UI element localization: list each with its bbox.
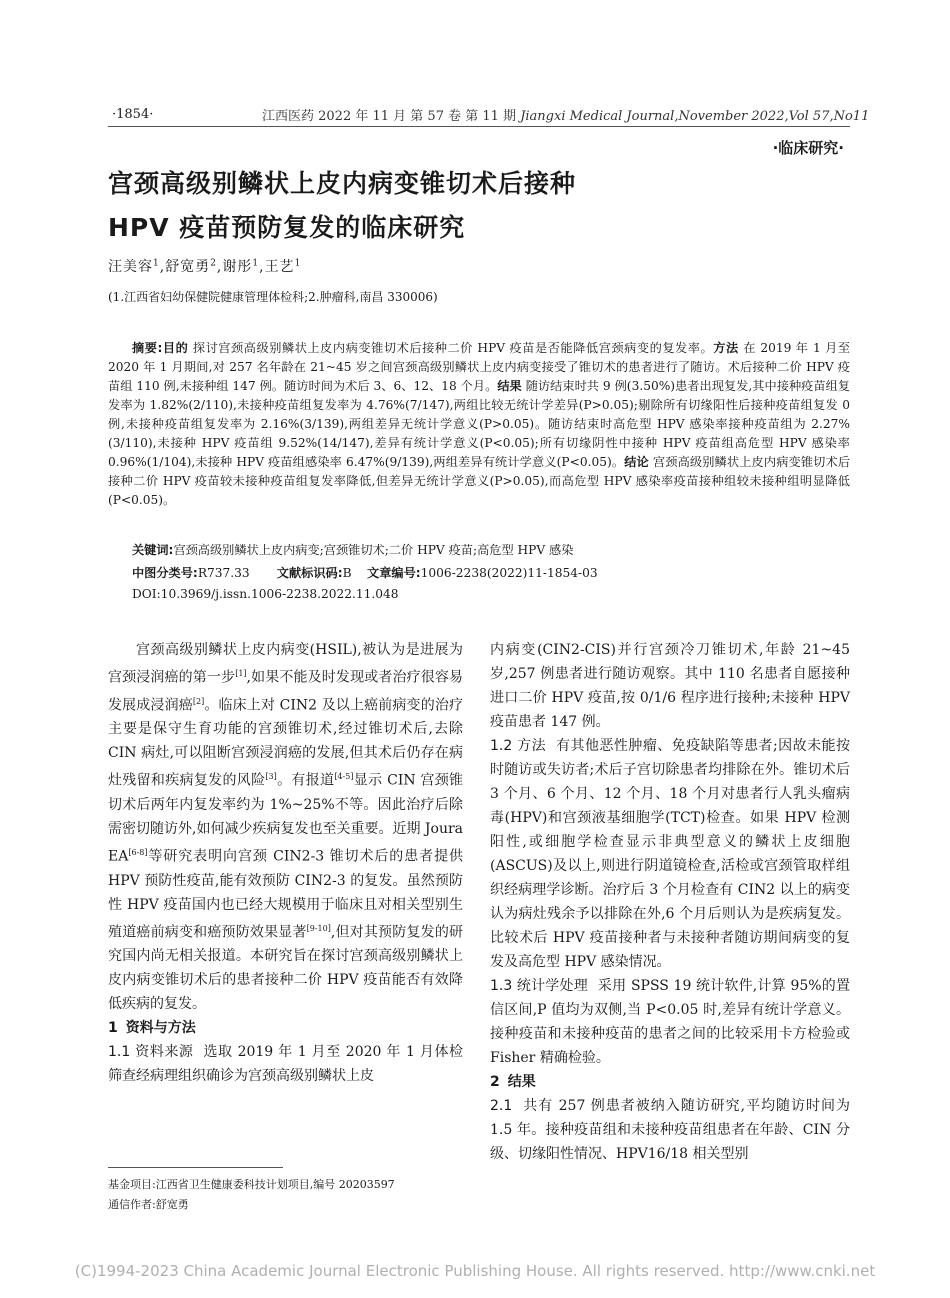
abstract-label: 摘要:: [132, 341, 163, 355]
conclusion-label: 结论: [624, 455, 649, 469]
subsection-1-1-continued: 内病变(CIN2-CIS)并行宫颈冷刀锥切术,年龄 21~45 岁,257 例患者进行随访观察。其中 110 名患者自愿接种进口二价 HPV 疫苗,按 0/1/6 程序进行接种;未接种 HPV 疫苗患者 147 例。: [490, 642, 850, 730]
abstract-methods: 在 2019 年 1 月至 2020 年 1 月期间,对 257 名年龄在 21~45 岁之间宫颈高级别鳞状上皮内病变接受了锥切术的患者进行了随访。术后接种二价 HPV 疫苗组 110 例,未接种组 147 例。随访时间为术后 3、6、12、18 个月。: [108, 341, 851, 393]
corresponding-author-footnote: 通信作者:舒宽勇: [108, 1198, 189, 1211]
author-name: 王艺: [264, 259, 295, 275]
author-list: 汪美容$^1$,舒宽勇$^2$,谢彤$^1$,王艺$^1$: [108, 258, 302, 275]
body-column-right: [490, 638, 850, 1166]
abstract-conclusion: 宫颈高级别鳞状上皮内病变锥切术后接种二价 HPV 疫苗较未接种疫苗组复发率降低,但差异无统计学意义(P>0.05),而高危型 HPV 感染率疫苗接种组较未接种组明显降低(P<0.05)。: [108, 455, 851, 507]
doc-code-label: 文献标识码:: [276, 566, 343, 580]
intro-text: ,但对其预防复发的研究国内尚无相关报道。本研究旨在探讨宫颈高级别鳞状上皮内病变锥切术后的患者接种二价 HPV 疫苗能否有效降低疾病的复发。: [108, 924, 464, 1013]
intro-text: 宫颈高级别鳞状上皮内病变(HSIL),被认为是进展为宫颈浸润癌的第一步: [108, 642, 463, 686]
abstract-results: 随访结束时共 9 例(3.50%)患者出现复发,其中接种疫苗组复发率为 1.82%(2/110),未接种疫苗组复发率为 4.76%(7/147),两组比较无统计学差异(P>0.05);剔除所有切缘阳性后接种疫苗组复发 0 例,未接种疫苗组复发率为 2.16%(3/139),两组差异无统计学意义(P>0.05)。随访结束时高危型 HPV 感染率接种疫苗组为 2.27%(3/110),未接种 HPV 疫苗组 9.52%(14/147),差异有统计学意义(P<0.05);所有切缘阴性中接种 HPV 疫苗组高危型 HPV 感染率 0.96%(1/104),未接种 HPV 疫苗组感染率 6.47%(9/139),两组差异有统计学意义(P<0.05)。: [108, 379, 851, 469]
section-number: 1: [108, 1020, 118, 1037]
intro-paragraph: [108, 638, 463, 1016]
classification-line: [132, 564, 598, 581]
running-header: [262, 105, 869, 124]
section-number: 2: [490, 1074, 500, 1090]
subsection-label: 2.1: [490, 1098, 513, 1114]
citation: [9-10]: [306, 923, 331, 933]
author-affiliation-mark: 1: [294, 258, 302, 269]
subsection-text: 有其他恶性肿瘤、免疫缺陷等患者;因故未能按时随访或失访者;术后子宫切除患者均排除在外。锥切术后 3 个月、6 个月、12 个月、18 个月对患者行人乳头瘤病毒(HPV)和宫颈液基细胞学(TCT)检查。如果 HPV 检测阳性,或细胞学检查显示非典型意义的鳞状上皮细胞(ASCUS)及以上,则进行阴道镜检查,活检或宫颈管取样组织经病理学诊断。治疗后 3 个月检查有 CIN2 以上的病变认为病灶残余予以排除在外,6 个月后则认为是疾病复发。比较术后 HPV 疫苗接种者与未接种者随访期间病变的复发及高危型 HPV 感染情况。: [490, 738, 850, 970]
intro-text: 。临床上对 CIN2 及以上癌前病变的治疗主要是保守生育功能的宫颈锥切术,经过锥切术后,去除 CIN 病灶,可以阻断宫颈浸润癌的发展,但其术后仍存在病灶残留和疾病复发的风险: [108, 697, 463, 789]
affiliation: (1.江西省妇幼保健院健康管理体检科;2.肿瘤科,南昌 330006): [108, 290, 438, 304]
section-tag: ·临床研究·: [772, 139, 844, 157]
intro-text: 。有报道: [276, 772, 335, 789]
subsection-1-2: [490, 734, 850, 974]
section-title: 结果: [507, 1074, 536, 1090]
keywords-label: 关键词:: [132, 543, 174, 557]
header-rule: [108, 126, 850, 127]
author-name: 谢彤: [222, 259, 253, 275]
article-title-line-1: 宫颈高级别鳞状上皮内病变锥切术后接种: [108, 169, 577, 198]
abstract: [108, 339, 850, 510]
subsection-1-3: [490, 974, 850, 1070]
page-number: ·1854·: [112, 107, 154, 122]
author-affiliation-mark: 1: [252, 258, 260, 269]
doc-code-value: B: [342, 566, 352, 580]
abstract-objective: 探讨宫颈高级别鳞状上皮内病变锥切术后接种二价 HPV 疫苗是否能降低宫颈病变的复发率。: [192, 341, 714, 355]
author-name: 汪美容: [108, 259, 153, 275]
section-title: 资料与方法: [125, 1020, 196, 1037]
author-affiliation-mark: 1: [153, 258, 160, 269]
keywords: 宫颈高级别鳞状上皮内病变;宫颈锥切术;二价 HPV 疫苗;高危型 HPV 感染: [173, 543, 574, 557]
intro-text: ,如果不能及时发现或者治疗很容易发展成浸润癌: [108, 669, 463, 714]
clc-label: 中图分类号:: [132, 566, 198, 580]
article-no-label: 文章编号:: [367, 566, 421, 580]
section-heading-1: [108, 1016, 463, 1040]
section-heading-2: [490, 1070, 850, 1094]
subsection-text: 共有 257 例患者被纳入随访研究,平均随访时间为 1.5 年。接种疫苗组和未接种疫苗组患者在年龄、CIN 分级、切缘阳性情况、HPV16/18 相关型别: [490, 1098, 850, 1162]
citation: [1]: [235, 669, 247, 678]
footnote-rule: [108, 1167, 283, 1168]
citation: [4-5]: [334, 772, 354, 782]
objective-label: 目的: [162, 341, 189, 355]
article-title-line-2: HPV 疫苗预防复发的临床研究: [108, 213, 466, 242]
citation: [2]: [192, 696, 205, 706]
citation: [3]: [265, 772, 277, 782]
subsection-text: 采用 SPSS 19 统计软件,计算 95%的置信区间,P 值均为双侧,当 P<0.05 时,差异有统计学意义。接种疫苗和未接种疫苗的患者之间的比较采用卡方检验或 Fisher 精确检验。: [490, 978, 850, 1066]
doi: DOI:10.3969/j.issn.1006-2238.2022.11.048: [132, 587, 399, 601]
methods-label: 方法: [713, 341, 739, 355]
copyright-watermark: (C)1994-2023 China Academic Journal Electronic Publishing House. All rights reserved. http://www.cnki.net: [74, 1262, 876, 1280]
journal-en: Jiangxi Medical Journal,November 2022,Vol 57,No11: [520, 109, 870, 124]
citation: [6-8]: [128, 847, 148, 857]
subsection-1-1: [108, 1040, 463, 1088]
journal-cn: 江西医药 2022 年 11 月 第 57 卷 第 11 期: [262, 109, 517, 124]
author-affiliation-mark: 2: [210, 258, 217, 269]
author-name: 舒宽勇: [165, 259, 211, 275]
clc-value: R737.33: [197, 566, 250, 580]
body-column-left: [108, 638, 463, 1088]
intro-text: 显示 CIN 宫颈锥切术后两年内复发率约为 1%~25%不等。因此治疗后除需密切随访外,如何减少疾病复发也至关重要。近期 Joura EA: [108, 772, 464, 865]
funding-footnote: 基金项目:江西省卫生健康委科技计划项目,编号 20203597: [108, 1178, 395, 1191]
subsection-label: 1.2 方法: [490, 738, 547, 754]
subsection-2-1: [490, 1094, 850, 1166]
subsection-label: 1.3 统计学处理: [490, 978, 588, 994]
subsection-label: 1.1 资料来源: [108, 1044, 194, 1061]
subsection-text: 选取 2019 年 1 月至 2020 年 1 月体检筛查经病理组织确诊为宫颈高级别鳞状上皮: [108, 1044, 463, 1085]
intro-text: 等研究表明向宫颈 CIN2-3 锥切术后的患者提供 HPV 预防性疫苗,能有效预防 CIN2-3 的复发。虽然预防性 HPV 疫苗国内也已经大规模用于临床且对相关型别生殖道癌前病变和癌预防效果显著: [108, 848, 463, 941]
article-no-value: 1006-2238(2022)11-1854-03: [420, 566, 598, 580]
keywords-line: [132, 541, 573, 558]
results-label: 结果: [497, 379, 522, 393]
